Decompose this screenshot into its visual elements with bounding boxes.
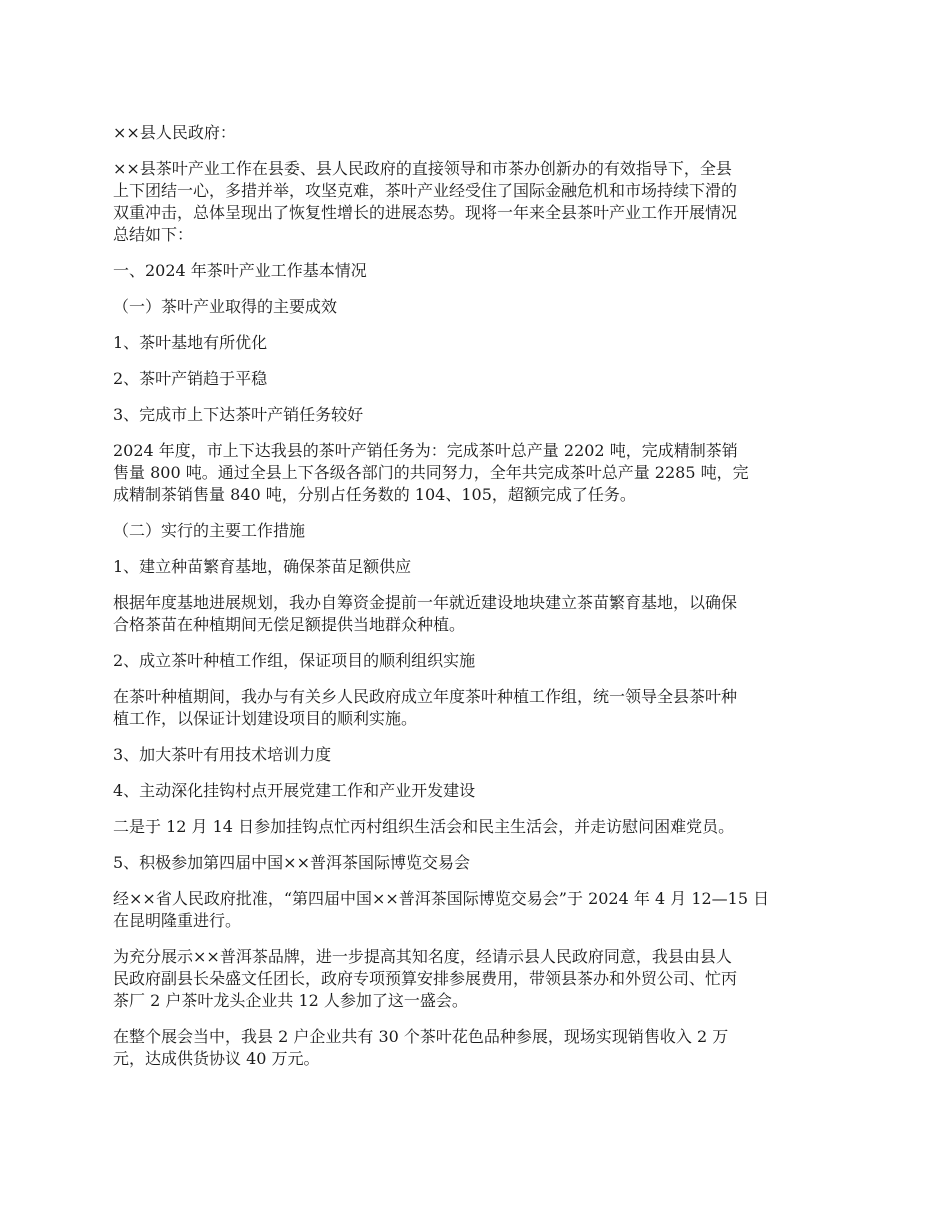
- item-heading: 2、茶叶产销趋于平稳: [113, 369, 268, 388]
- body-paragraph: 经××省人民政府批准，“第四届中国××普洱茶国际博览交易会”于 2024 年 4 月 12—15 日 在昆明隆重进行。: [113, 889, 770, 930]
- item-heading: 5、积极参加第四届中国××普洱茶国际博览交易会: [113, 853, 470, 872]
- subsection-heading: （一）茶叶产业取得的主要成效: [113, 297, 338, 316]
- salutation: ××县人民政府：: [113, 123, 236, 142]
- intro-paragraph: ××县茶叶产业工作在县委、县人民政府的直接领导和市茶办创新办的有效指导下，全县 上下团结一心，多措并举，攻坚克难，茶叶产业经受住了国际金融危机和市场持续下滑的 双重冲击，总体呈现出了恢复性增长的进展态势。现将一年来全县茶叶产业工作开展情况 总结如下：: [113, 159, 738, 244]
- subsection-heading: （二）实行的主要工作措施: [113, 521, 306, 540]
- item-heading: 3、加大茶叶有用技术培训力度: [113, 745, 332, 764]
- body-paragraph: 为充分展示××普洱茶品牌，进一步提高其知名度，经请示县人民政府同意，我县由县人 民政府副县长朵盛文任团长，政府专项预算安排参展费用，带领县茶办和外贸公司、忙丙 茶厂 2 户茶叶龙头企业共 12 人参加了这一盛会。: [113, 947, 738, 1010]
- body-paragraph: 根据年度基地进展规划，我办自筹资金提前一年就近建设地块建立茶苗繁育基地，以确保 合格茶苗在种植期间无偿足额提供当地群众种植。: [113, 593, 738, 634]
- section-heading: 一、2024 年茶叶产业工作基本情况: [113, 261, 367, 280]
- body-paragraph: 二是于 12 月 14 日参加挂钩点忙丙村组织生活会和民主生活会，并走访慰问困难党员。: [113, 817, 735, 836]
- body-paragraph: 2024 年度，市上下达我县的茶叶产销任务为：完成茶叶总产量 2202 吨，完成精制茶销 售量 800 吨。通过全县上下各级各部门的共同努力，全年共完成茶叶总产量 2285 吨，完 成精制茶销售量 840 吨，分别占任务数的 104、105，超额完成了任务。: [113, 441, 749, 504]
- item-heading: 4、主动深化挂钩村点开展党建工作和产业开发建设: [113, 781, 476, 800]
- item-heading: 3、完成市上下达茶叶产销任务较好: [113, 405, 364, 424]
- item-heading: 1、茶叶基地有所优化: [113, 333, 268, 352]
- item-heading: 1、建立种苗繁育基地，确保茶苗足额供应: [113, 557, 412, 576]
- body-paragraph: 在茶叶种植期间，我办与有关乡人民政府成立年度茶叶种植工作组，统一领导全县茶叶种 植工作，以保证计划建设项目的顺利实施。: [113, 687, 738, 728]
- item-heading: 2、成立茶叶种植工作组，保证项目的顺利组织实施: [113, 651, 476, 670]
- body-paragraph: 在整个展会当中，我县 2 户企业共有 30 个茶叶花色品种参展，现场实现销售收入 2 万 元，达成供货协议 40 万元。: [113, 1027, 729, 1068]
- document-page: [113, 122, 843, 1084]
